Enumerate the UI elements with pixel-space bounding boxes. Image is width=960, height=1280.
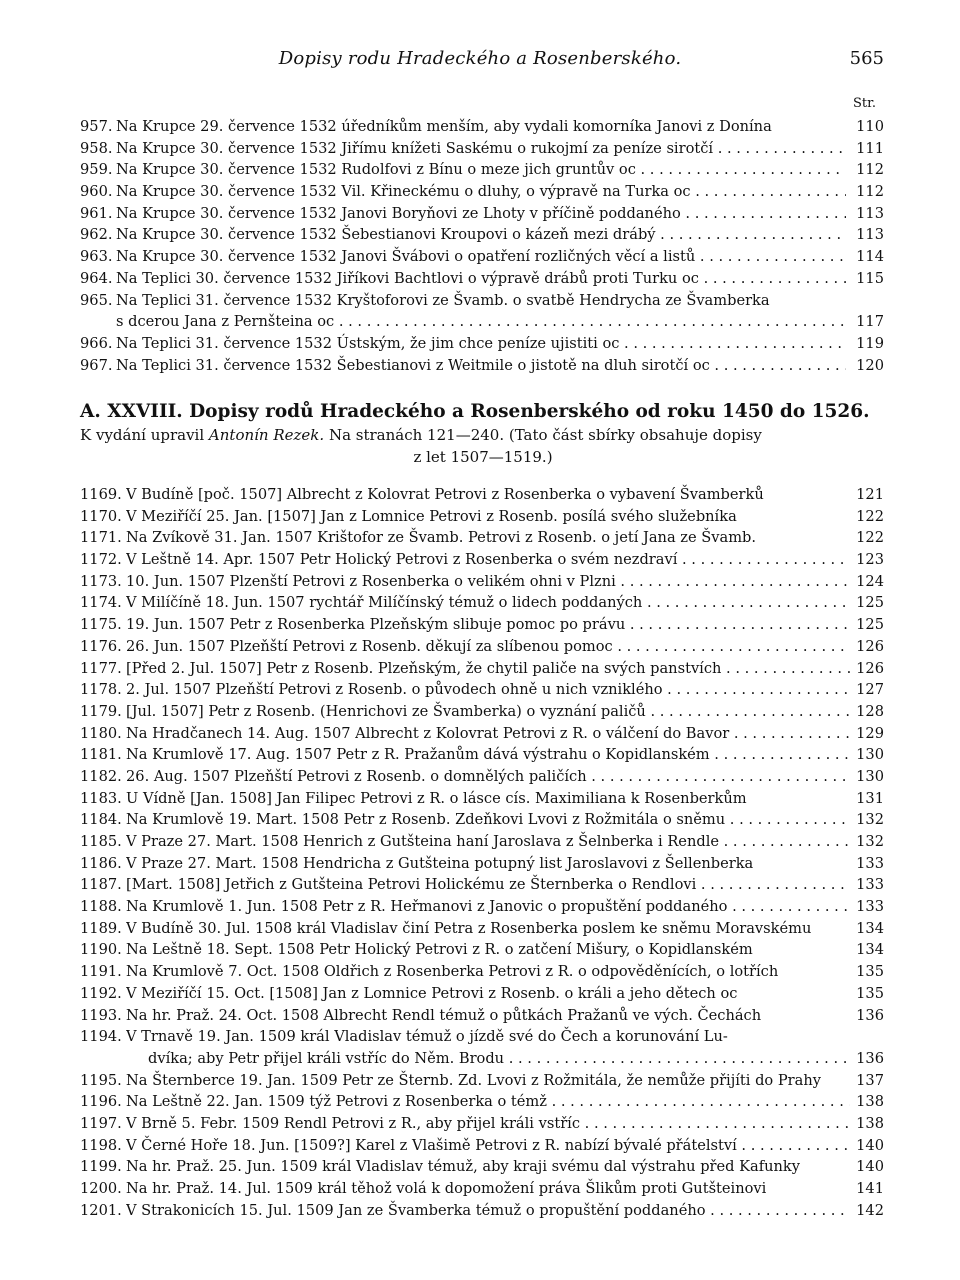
list-item xyxy=(0,658,960,680)
entry-number: 1201. xyxy=(80,1201,122,1219)
entry-text: Na Krumlově 19. Mart. 1508 Petr z Rosenb. Zdeňkovi Lvovi z Rožmitála o sněmu . . . xyxy=(126,809,850,831)
entry-number: 1200. xyxy=(80,1180,122,1197)
entry-page: 131 xyxy=(856,789,884,807)
entry-page: 135 xyxy=(856,963,884,981)
entry-number: 1172. xyxy=(80,551,122,569)
entry-page: 125 xyxy=(856,616,884,634)
entry-text: 2. Jul. 1507 Plzeňští Petrovi z Rosenb. o původech ohně u nich vzniklého . . . xyxy=(126,679,850,701)
entry-text: 26. Aug. 1507 Plzeňští Petrovi z Rosenb. o domnělých paličích . . . xyxy=(126,766,850,788)
entry-page: 123 xyxy=(856,551,884,569)
entry-number: 1170. xyxy=(80,507,122,525)
entry-number: 1182. xyxy=(80,767,122,785)
entry-text: Na Krupce 29. července 1532 úředníkům menším, aby vydali komorníka Janovi z Donína xyxy=(116,118,772,135)
entry-number: 1175. xyxy=(80,616,122,634)
entry-number: 959. xyxy=(80,161,113,179)
entry-text: Na Krupce 30. července 1532 Janovi Švábovi o opatření rozličných věcí a listů . . . xyxy=(116,246,846,268)
list-item xyxy=(0,592,960,614)
entry-number: 1179. xyxy=(80,702,122,720)
list-item xyxy=(0,268,960,290)
entry-page: 111 xyxy=(856,139,884,157)
list-item xyxy=(0,614,960,636)
entry-page: 122 xyxy=(856,507,884,525)
list-item xyxy=(0,744,960,766)
entry-text: V Trnavě 19. Jan. 1509 král Vladislav témuž o jízdě své do Čech a korunování Lu- xyxy=(126,1028,728,1046)
entry-text: V Brně 5. Febr. 1509 Rendl Petrovi z R., aby přijel králi vstříc . . . xyxy=(126,1113,850,1135)
entry-number: 1186. xyxy=(80,854,122,872)
entry-text: V Budíně 30. Jul. 1508 král Vladislav činí Petra z Rosenberka poslem ke sněmu Moravskému xyxy=(126,919,812,937)
list-item xyxy=(0,506,960,528)
entry-text: Na Krumlově 17. Aug. 1507 Petr z R. Pražanům dává výstrahu o Kopidlanském . . . xyxy=(126,744,850,766)
entry-page: 120 xyxy=(856,356,884,374)
entry-number: 1193. xyxy=(80,1006,122,1024)
entry-number: 1188. xyxy=(80,898,122,916)
entry-page: 137 xyxy=(856,1071,884,1089)
entry-text: Na hr. Praž. 24. Oct. 1508 Albrecht Rendl témuž o půtkách Pražanů ve vých. Čechách xyxy=(126,1006,762,1024)
entry-page: 110 xyxy=(856,118,884,135)
entry-number: 1195. xyxy=(80,1071,122,1089)
list-item xyxy=(0,333,960,355)
entry-text: Na Šternberce 19. Jan. 1509 Petr ze Šternb. Zd. Lvovi z Rožmitála, že nemůže přijíti do Prahy xyxy=(126,1071,821,1089)
entry-page: 142 xyxy=(856,1201,884,1219)
entry-text: [Před 2. Jul. 1507] Petr z Rosenb. Plzeňským, že chytil paliče na svých panstvích . . . xyxy=(126,658,850,680)
list-item xyxy=(0,939,960,961)
entry-text: Na Krumlově 1. Jun. 1508 Petr z R. Heřmanovi z Janovic o propuštění poddaného . . . xyxy=(126,896,850,918)
entry-number: 961. xyxy=(80,204,113,222)
section-heading xyxy=(80,400,886,468)
entry-text: Na Hradčanech 14. Aug. 1507 Albrecht z Kolovrat Petrovi z R. o válčení do Bavor . . . xyxy=(126,723,850,745)
list-item xyxy=(0,1005,960,1027)
entry-page: 136 xyxy=(856,1049,884,1067)
entry-page: 113 xyxy=(856,226,884,244)
entry-number: 963. xyxy=(80,248,113,266)
entry-page: 130 xyxy=(856,767,884,785)
entry-text: Na Krupce 30. července 1532 Rudolfovi z Bínu o meze jich gruntův oc . . . xyxy=(116,159,846,181)
entry-page: 129 xyxy=(856,724,884,742)
entry-page: 124 xyxy=(856,572,884,590)
entry-page: 122 xyxy=(856,529,884,547)
entry-page: 126 xyxy=(856,659,884,677)
list-item xyxy=(0,1070,960,1092)
entry-number: 1196. xyxy=(80,1093,122,1111)
entry-text: s dcerou Jana z Pernšteina oc . . . xyxy=(116,311,846,333)
list-item xyxy=(0,311,960,333)
entry-page: 138 xyxy=(856,1093,884,1111)
list-item xyxy=(0,896,960,918)
entry-text: V Budíně [poč. 1507] Albrecht z Kolovrat Petrovi z Rosenberka o vybavení Švamberků xyxy=(126,486,764,503)
entry-number: 1174. xyxy=(80,594,122,612)
entry-text: Na hr. Praž. 25. Jun. 1509 král Vladislav témuž, aby kraji svému dal výstrahu před Kafunky xyxy=(126,1158,801,1176)
entry-page: 132 xyxy=(856,833,884,850)
entry-page: 133 xyxy=(856,854,884,872)
entry-text: 10. Jun. 1507 Plzenští Petrovi z Rosenberka o velikém ohni v Plzni . . . xyxy=(126,571,850,593)
entry-page: 121 xyxy=(856,486,884,503)
entry-text: Na Krupce 30. července 1532 Jiřímu knížeti Saskému o rukojmí za peníze sirotčí . . . xyxy=(116,138,846,160)
entry-page: 136 xyxy=(856,1006,884,1024)
list-item xyxy=(0,853,960,875)
entry-page: 113 xyxy=(856,204,884,222)
entry-number: 1180. xyxy=(80,724,122,742)
entry-number: 965. xyxy=(80,291,113,309)
entry-page: 135 xyxy=(856,984,884,1002)
list-item xyxy=(0,138,960,160)
entry-number: 1189. xyxy=(80,919,122,937)
entry-text: V Meziříčí 15. Oct. [1508] Jan z Lomnice Petrovi z Rosenb. o králi a jeho dětech oc xyxy=(126,984,738,1002)
entry-page: 132 xyxy=(856,811,884,829)
list-item xyxy=(0,116,960,138)
entry-text: Na Zvíkově 31. Jan. 1507 Krištofor ze Švamb. Petrovi z Rosenb. o jetí Jana ze Švamb. xyxy=(126,529,757,547)
entry-number: 1169. xyxy=(80,486,122,503)
list-item xyxy=(0,246,960,268)
entry-text: dvíka; aby Petr přijel králi vstříc do Něm. Brodu . . . xyxy=(148,1048,850,1070)
entry-text: V Leštně 14. Apr. 1507 Petr Holický Petrovi z Rosenberka o svém nezdraví . . . xyxy=(126,549,850,571)
entry-page: 125 xyxy=(856,594,884,612)
list-item xyxy=(0,983,960,1005)
running-title: Dopisy rodu Hradeckého a Rosenberského. xyxy=(278,48,682,69)
list-item xyxy=(0,766,960,788)
page-number: 565 xyxy=(849,48,884,69)
entry-number: 966. xyxy=(80,334,113,352)
entry-number: 1197. xyxy=(80,1114,122,1132)
entry-number: 1171. xyxy=(80,529,122,547)
entry-number: 1173. xyxy=(80,572,122,590)
entry-page: 138 xyxy=(856,1114,884,1132)
list-item xyxy=(0,1200,960,1222)
entry-page: 130 xyxy=(856,746,884,764)
entry-number: 960. xyxy=(80,183,113,201)
entry-text: Na Leštně 22. Jan. 1509 týž Petrovi z Rosenberka o témž . . . xyxy=(126,1091,850,1113)
list-item xyxy=(0,159,960,181)
entry-number: 1184. xyxy=(80,811,122,829)
entry-number: 958. xyxy=(80,139,113,157)
list-item xyxy=(0,636,960,658)
list-item xyxy=(0,1026,960,1048)
entry-text: Na Krumlově 7. Oct. 1508 Oldřich z Rosenberka Petrovi z R. o odpověděnících, o lotřích xyxy=(126,963,779,981)
entry-page: 127 xyxy=(856,681,884,699)
list-item xyxy=(0,203,960,225)
list-item xyxy=(0,571,960,593)
entry-page: 134 xyxy=(856,919,884,937)
entry-number: 1185. xyxy=(80,833,122,850)
entry-number: 1192. xyxy=(80,984,122,1002)
list-item xyxy=(0,788,960,810)
list-item xyxy=(0,1048,960,1070)
entry-page: 115 xyxy=(856,269,884,287)
entry-text: [Mart. 1508] Jetřich z Gutšteina Petrovi Holickému ze Šternberka o Rendlovi . . . xyxy=(126,874,850,896)
entry-text: Na Leštně 18. Sept. 1508 Petr Holický Petrovi z R. o zatčení Mišury, o Kopidlanském xyxy=(126,941,753,959)
entry-page: 126 xyxy=(856,637,884,655)
entry-text: Na hr. Praž. 14. Jul. 1509 král těhož volá k dopomožení práva Šlikům proti Gutšteinovi xyxy=(126,1180,767,1197)
entry-number: 1191. xyxy=(80,963,122,981)
list-item xyxy=(0,527,960,549)
list-item xyxy=(0,224,960,246)
list-item xyxy=(0,831,960,853)
entry-number: 1183. xyxy=(80,789,122,807)
entry-number: 1178. xyxy=(80,681,122,699)
entry-text: V Černé Hoře 18. Jun. [1509?] Karel z Vlašimě Petrovi z R. nabízí bývalé přátelství . . . xyxy=(126,1135,850,1157)
entry-text: 26. Jun. 1507 Plzeňští Petrovi z Rosenb. děkují za slíbenou pomoc . . . xyxy=(126,636,850,658)
list-item xyxy=(0,723,960,745)
entry-text: V Strakonicích 15. Jul. 1509 Jan ze Švamberka témuž o propuštění poddaného . . . xyxy=(126,1200,850,1222)
entry-text: V Praze 27. Mart. 1508 Hendricha z Gutšteina potupný list Jaroslavovi z Šellenberka xyxy=(126,854,754,872)
list-item xyxy=(0,1156,960,1178)
list-item xyxy=(0,918,960,940)
entry-text: Na Krupce 30. července 1532 Šebestianovi Kroupovi o kázeň mezi drábý . . . xyxy=(116,224,846,246)
page-column-label: Str. xyxy=(852,96,876,111)
list-item xyxy=(0,355,960,377)
entry-text: [Jul. 1507] Petr z Rosenb. (Henrichovi ze Švamberka) o vyznání paličů . . . xyxy=(126,701,850,723)
entry-text: Na Teplici 31. července 1532 Kryštoforovi ze Švamb. o svatbě Hendrycha ze Švamberka xyxy=(116,291,770,309)
list-item xyxy=(0,701,960,723)
list-item xyxy=(0,181,960,203)
section-subtitle-rest: Na stranách 121—240. (Tato část sbírky obsahuje dopisy xyxy=(328,426,762,444)
entry-number: 1194. xyxy=(80,1028,122,1046)
entry-number: 1190. xyxy=(80,941,122,959)
entry-number: 1199. xyxy=(80,1158,122,1176)
entry-number: 962. xyxy=(80,226,113,244)
entry-page: 119 xyxy=(856,334,884,352)
list-item xyxy=(0,1178,960,1200)
entry-number: 1187. xyxy=(80,876,122,894)
entry-text: Na Krupce 30. července 1532 Vil. Křineckému o dluhy, o výpravě na Turka oc . . . xyxy=(116,181,846,203)
section-title: A. XXVIII. Dopisy rodů Hradeckého a Rosenberského od roku 1450 do 1526. xyxy=(80,401,870,422)
section-subtitle-line2: z let 1507—1519.) xyxy=(413,448,553,466)
list-item xyxy=(0,809,960,831)
list-item xyxy=(0,961,960,983)
entry-text: V Meziříčí 25. Jan. [1507] Jan z Lomnice Petrovi z Rosenb. posílá svého služebníka xyxy=(126,507,737,525)
entry-number: 964. xyxy=(80,269,113,287)
entry-page: 134 xyxy=(856,941,884,959)
entry-number: 957. xyxy=(80,118,113,135)
section-editor-name: Antonín Rezek. xyxy=(208,426,325,444)
list-item xyxy=(0,290,960,312)
entry-text: 19. Jun. 1507 Petr z Rosenberka Plzeňským slibuje pomoc po právu . . . xyxy=(126,614,850,636)
entry-number: 1181. xyxy=(80,746,122,764)
list-item xyxy=(0,1113,960,1135)
entry-page: 112 xyxy=(856,183,884,201)
list-item xyxy=(0,679,960,701)
entry-number: 1177. xyxy=(80,659,122,677)
entry-text: U Vídně [Jan. 1508] Jan Filipec Petrovi z R. o lásce cís. Maximiliana k Rosenberkům xyxy=(126,789,747,807)
entry-page: 114 xyxy=(856,248,884,266)
entry-list-section-2 xyxy=(0,484,960,1221)
entry-page: 128 xyxy=(856,702,884,720)
entry-text: Na Krupce 30. července 1532 Janovi Boryňovi ze Lhoty v příčině poddaného . . . xyxy=(116,203,846,225)
entry-number: 1176. xyxy=(80,637,122,655)
list-item xyxy=(0,1091,960,1113)
entry-page: 133 xyxy=(856,898,884,916)
entry-page: 141 xyxy=(856,1180,884,1197)
entry-page: 133 xyxy=(856,876,884,894)
entry-text: Na Teplici 31. července 1532 Šebestianovi z Weitmile o jistotě na dluh sirotčí oc . . . xyxy=(116,355,846,377)
entry-page: 140 xyxy=(856,1136,884,1154)
entry-list-section-1 xyxy=(0,116,960,376)
entry-page: 117 xyxy=(856,313,884,331)
entry-text: Na Teplici 31. července 1532 Ústským, že jim chce peníze ujistiti oc . . . xyxy=(116,333,846,355)
entry-text: Na Teplici 30. července 1532 Jiříkovi Bachtlovi o výpravě drábů proti Turku oc . . . xyxy=(116,268,846,290)
list-item xyxy=(0,874,960,896)
entry-page: 112 xyxy=(856,161,884,179)
entry-page: 140 xyxy=(856,1158,884,1176)
entry-text: V Praze 27. Mart. 1508 Henrich z Gutšteina haní Jaroslava z Šelnberka i Rendle . . . xyxy=(126,831,850,853)
entry-number: 1198. xyxy=(80,1136,122,1154)
section-subtitle-prefix: K vydání upravil xyxy=(80,426,205,444)
list-item xyxy=(0,1135,960,1157)
running-head xyxy=(0,48,960,72)
list-item xyxy=(0,549,960,571)
entry-number: 967. xyxy=(80,356,113,374)
section-subtitle xyxy=(80,424,886,446)
list-item xyxy=(0,484,960,506)
entry-text: V Milíčíně 18. Jun. 1507 rychtář Milíčínský témuž o lidech poddaných . . . xyxy=(126,592,850,614)
